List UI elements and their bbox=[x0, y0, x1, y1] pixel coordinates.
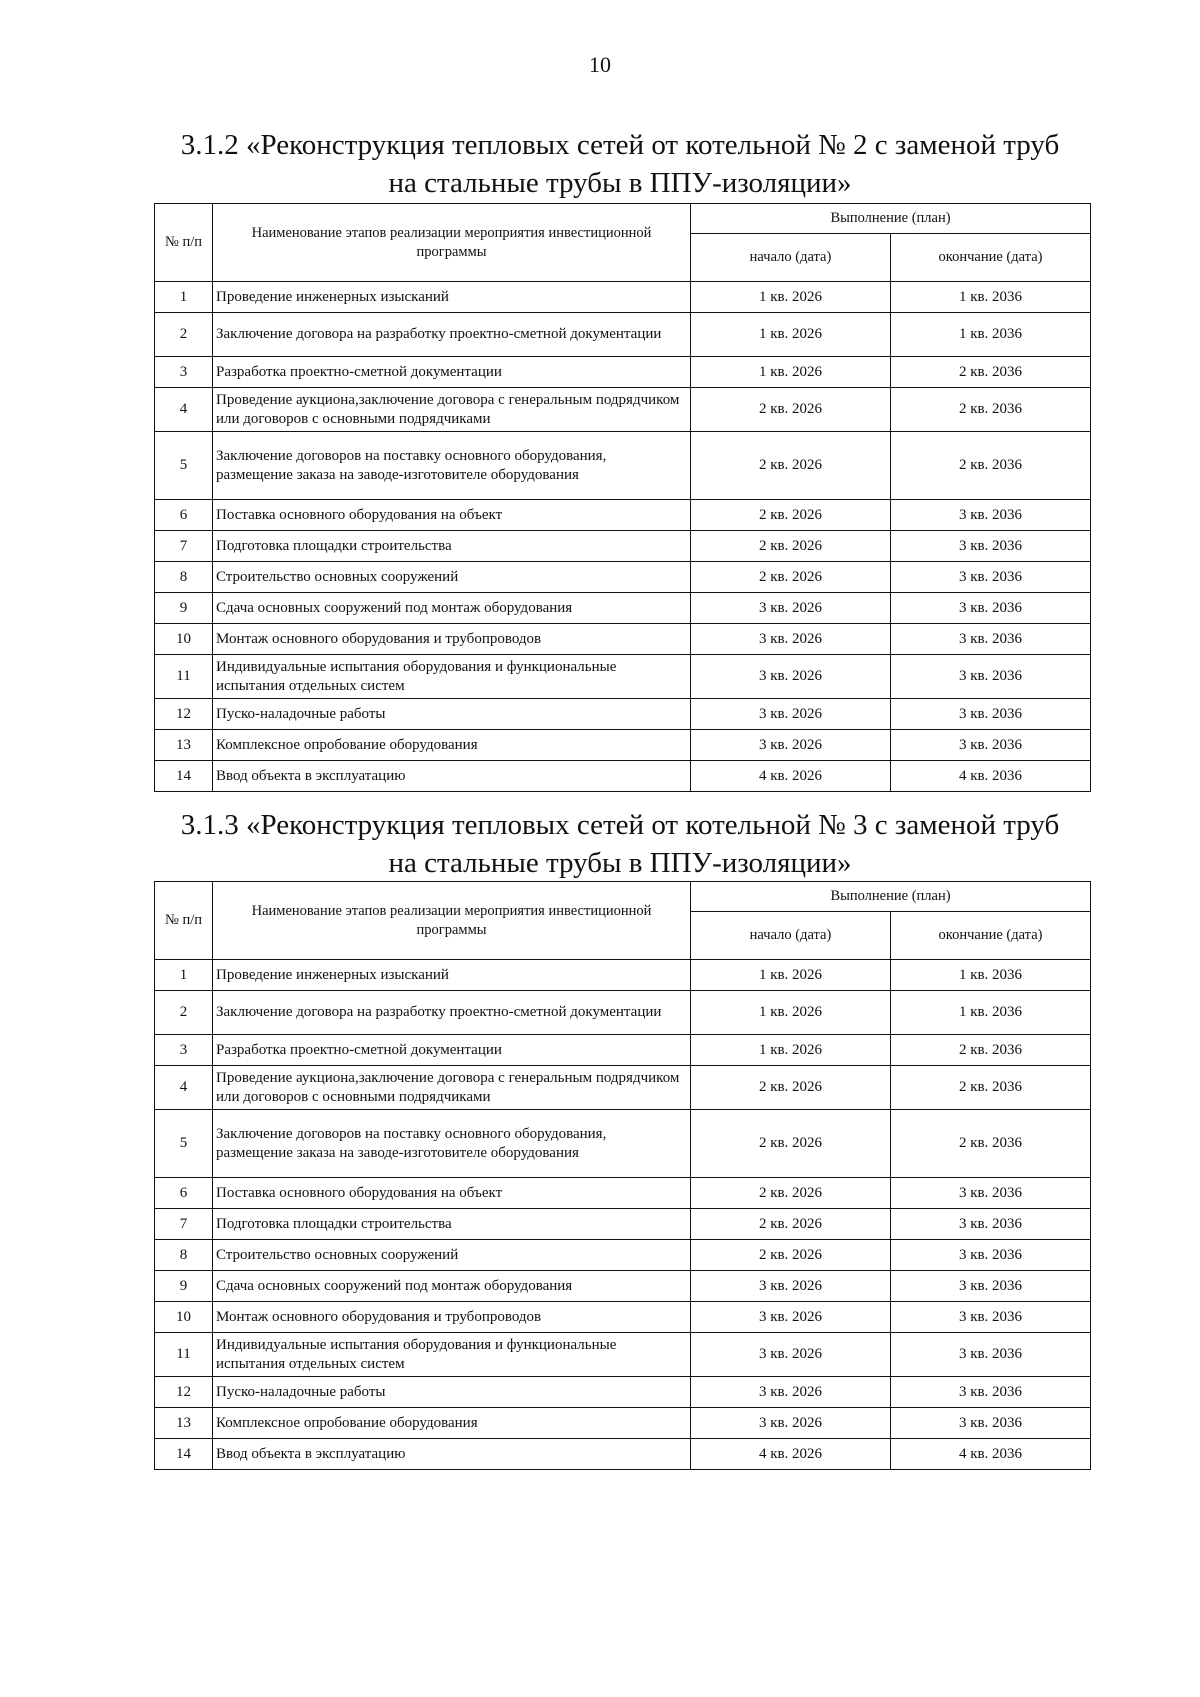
stage-name: Поставка основного оборудования на объект bbox=[213, 500, 691, 531]
end-date: 1 кв. 2036 bbox=[891, 991, 1091, 1035]
row-number: 8 bbox=[155, 562, 213, 593]
start-date: 1 кв. 2026 bbox=[691, 960, 891, 991]
stage-name: Комплексное опробование оборудования bbox=[213, 1408, 691, 1439]
stage-name: Подготовка площадки строительства bbox=[213, 531, 691, 562]
table-row bbox=[155, 655, 1091, 699]
table-row bbox=[155, 730, 1091, 761]
stage-name: Ввод объекта в эксплуатацию bbox=[213, 1439, 691, 1470]
table-row bbox=[155, 357, 1091, 388]
end-date: 3 кв. 2036 bbox=[891, 1333, 1091, 1377]
page-number: 10 bbox=[589, 52, 611, 77]
row-number: 13 bbox=[155, 730, 213, 761]
row-number: 1 bbox=[155, 282, 213, 313]
stage-name: Разработка проектно-сметной документации bbox=[213, 1035, 691, 1066]
header-end-date: окончание (дата) bbox=[891, 234, 1091, 282]
start-date: 2 кв. 2026 bbox=[691, 1066, 891, 1110]
table-row bbox=[155, 1240, 1091, 1271]
start-date: 4 кв. 2026 bbox=[691, 761, 891, 792]
end-date: 3 кв. 2036 bbox=[891, 593, 1091, 624]
stage-name: Проведение аукциона,заключение договора с генеральным подрядчиком или договоров с основными подрядчиками bbox=[213, 1066, 691, 1110]
end-date: 3 кв. 2036 bbox=[891, 1302, 1091, 1333]
section-title-line-1: 3.1.3 «Реконструкция тепловых сетей от котельной № 3 с заменой труб bbox=[180, 809, 1060, 841]
header-num: № п/п bbox=[155, 882, 213, 960]
start-date: 2 кв. 2026 bbox=[691, 1110, 891, 1178]
end-date: 3 кв. 2036 bbox=[891, 562, 1091, 593]
table-row bbox=[155, 1066, 1091, 1110]
stage-name: Монтаж основного оборудования и трубопроводов bbox=[213, 624, 691, 655]
row-number: 5 bbox=[155, 1110, 213, 1178]
start-date: 2 кв. 2026 bbox=[691, 432, 891, 500]
table-row bbox=[155, 1439, 1091, 1470]
section-title-line-2: на стальные трубы в ППУ-изоляции» bbox=[388, 167, 852, 199]
row-number: 11 bbox=[155, 655, 213, 699]
stage-name: Сдача основных сооружений под монтаж оборудования bbox=[213, 593, 691, 624]
table-row bbox=[155, 1302, 1091, 1333]
table-row bbox=[155, 313, 1091, 357]
start-date: 3 кв. 2026 bbox=[691, 1408, 891, 1439]
stage-name: Разработка проектно-сметной документации bbox=[213, 357, 691, 388]
header-execution-plan: Выполнение (план) bbox=[691, 882, 1091, 912]
start-date: 1 кв. 2026 bbox=[691, 357, 891, 388]
end-date: 2 кв. 2036 bbox=[891, 357, 1091, 388]
start-date: 3 кв. 2026 bbox=[691, 730, 891, 761]
table-row bbox=[155, 624, 1091, 655]
table-row bbox=[155, 991, 1091, 1035]
row-number: 10 bbox=[155, 1302, 213, 1333]
end-date: 3 кв. 2036 bbox=[891, 531, 1091, 562]
end-date: 3 кв. 2036 bbox=[891, 730, 1091, 761]
section-title-line-2: на стальные трубы в ППУ-изоляции» bbox=[388, 847, 852, 879]
header-stage-name: Наименование этапов реализации мероприятия инвестиционной программы bbox=[213, 204, 691, 282]
end-date: 1 кв. 2036 bbox=[891, 282, 1091, 313]
start-date: 2 кв. 2026 bbox=[691, 1209, 891, 1240]
start-date: 1 кв. 2026 bbox=[691, 282, 891, 313]
table-row bbox=[155, 531, 1091, 562]
table-row bbox=[155, 593, 1091, 624]
stage-name: Сдача основных сооружений под монтаж оборудования bbox=[213, 1271, 691, 1302]
stage-name: Заключение договоров на поставку основного оборудования, размещение заказа на заводе-изготовителе оборудования bbox=[213, 432, 691, 500]
table-row bbox=[155, 960, 1091, 991]
stage-name: Ввод объекта в эксплуатацию bbox=[213, 761, 691, 792]
start-date: 3 кв. 2026 bbox=[691, 1302, 891, 1333]
section-title-3-1-3 bbox=[150, 806, 1090, 882]
end-date: 2 кв. 2036 bbox=[891, 1066, 1091, 1110]
section-title-3-1-2 bbox=[150, 126, 1090, 202]
table-row bbox=[155, 1333, 1091, 1377]
table-row bbox=[155, 562, 1091, 593]
start-date: 2 кв. 2026 bbox=[691, 531, 891, 562]
row-number: 12 bbox=[155, 699, 213, 730]
row-number: 10 bbox=[155, 624, 213, 655]
stage-name: Подготовка площадки строительства bbox=[213, 1209, 691, 1240]
row-number: 2 bbox=[155, 991, 213, 1035]
start-date: 3 кв. 2026 bbox=[691, 699, 891, 730]
start-date: 3 кв. 2026 bbox=[691, 655, 891, 699]
start-date: 2 кв. 2026 bbox=[691, 388, 891, 432]
start-date: 2 кв. 2026 bbox=[691, 500, 891, 531]
table-row bbox=[155, 432, 1091, 500]
start-date: 3 кв. 2026 bbox=[691, 1271, 891, 1302]
row-number: 14 bbox=[155, 1439, 213, 1470]
end-date: 2 кв. 2036 bbox=[891, 1110, 1091, 1178]
start-date: 1 кв. 2026 bbox=[691, 991, 891, 1035]
stage-name: Индивидуальные испытания оборудования и функциональные испытания отдельных систем bbox=[213, 1333, 691, 1377]
end-date: 3 кв. 2036 bbox=[891, 1271, 1091, 1302]
row-number: 5 bbox=[155, 432, 213, 500]
header-end-date: окончание (дата) bbox=[891, 912, 1091, 960]
schedule-table-3-1-2 bbox=[154, 203, 1091, 792]
start-date: 3 кв. 2026 bbox=[691, 593, 891, 624]
stage-name: Проведение инженерных изысканий bbox=[213, 282, 691, 313]
row-number: 9 bbox=[155, 1271, 213, 1302]
table-row bbox=[155, 761, 1091, 792]
table-row bbox=[155, 282, 1091, 313]
table-row bbox=[155, 699, 1091, 730]
table-row bbox=[155, 1408, 1091, 1439]
row-number: 4 bbox=[155, 388, 213, 432]
end-date: 2 кв. 2036 bbox=[891, 432, 1091, 500]
start-date: 3 кв. 2026 bbox=[691, 624, 891, 655]
stage-name: Строительство основных сооружений bbox=[213, 1240, 691, 1271]
end-date: 3 кв. 2036 bbox=[891, 1240, 1091, 1271]
header-num: № п/п bbox=[155, 204, 213, 282]
header-execution-plan: Выполнение (план) bbox=[691, 204, 1091, 234]
stage-name: Поставка основного оборудования на объект bbox=[213, 1178, 691, 1209]
start-date: 1 кв. 2026 bbox=[691, 313, 891, 357]
table-row bbox=[155, 1110, 1091, 1178]
start-date: 2 кв. 2026 bbox=[691, 1178, 891, 1209]
start-date: 3 кв. 2026 bbox=[691, 1377, 891, 1408]
start-date: 2 кв. 2026 bbox=[691, 562, 891, 593]
start-date: 4 кв. 2026 bbox=[691, 1439, 891, 1470]
table-row bbox=[155, 500, 1091, 531]
table-row bbox=[155, 1209, 1091, 1240]
end-date: 3 кв. 2036 bbox=[891, 1209, 1091, 1240]
end-date: 1 кв. 2036 bbox=[891, 313, 1091, 357]
table-row bbox=[155, 1377, 1091, 1408]
end-date: 1 кв. 2036 bbox=[891, 960, 1091, 991]
end-date: 3 кв. 2036 bbox=[891, 500, 1091, 531]
stage-name: Заключение договора на разработку проектно-сметной документации bbox=[213, 313, 691, 357]
end-date: 3 кв. 2036 bbox=[891, 1377, 1091, 1408]
section-title-line-1: 3.1.2 «Реконструкция тепловых сетей от котельной № 2 с заменой труб bbox=[180, 129, 1060, 161]
table-row bbox=[155, 1271, 1091, 1302]
row-number: 11 bbox=[155, 1333, 213, 1377]
row-number: 6 bbox=[155, 500, 213, 531]
end-date: 3 кв. 2036 bbox=[891, 655, 1091, 699]
stage-name: Заключение договора на разработку проектно-сметной документации bbox=[213, 991, 691, 1035]
end-date: 3 кв. 2036 bbox=[891, 699, 1091, 730]
stage-name: Комплексное опробование оборудования bbox=[213, 730, 691, 761]
schedule-table-3-1-3 bbox=[154, 881, 1091, 1470]
start-date: 1 кв. 2026 bbox=[691, 1035, 891, 1066]
stage-name: Строительство основных сооружений bbox=[213, 562, 691, 593]
start-date: 3 кв. 2026 bbox=[691, 1333, 891, 1377]
stage-name: Пуско-наладочные работы bbox=[213, 1377, 691, 1408]
end-date: 2 кв. 2036 bbox=[891, 388, 1091, 432]
end-date: 4 кв. 2036 bbox=[891, 1439, 1091, 1470]
start-date: 2 кв. 2026 bbox=[691, 1240, 891, 1271]
table-row bbox=[155, 388, 1091, 432]
table-row bbox=[155, 1035, 1091, 1066]
end-date: 2 кв. 2036 bbox=[891, 1035, 1091, 1066]
table-body bbox=[155, 282, 1091, 792]
row-number: 7 bbox=[155, 531, 213, 562]
row-number: 3 bbox=[155, 357, 213, 388]
row-number: 1 bbox=[155, 960, 213, 991]
row-number: 13 bbox=[155, 1408, 213, 1439]
header-stage-name: Наименование этапов реализации мероприятия инвестиционной программы bbox=[213, 882, 691, 960]
row-number: 4 bbox=[155, 1066, 213, 1110]
stage-name: Заключение договоров на поставку основного оборудования, размещение заказа на заводе-изготовителе оборудования bbox=[213, 1110, 691, 1178]
end-date: 3 кв. 2036 bbox=[891, 624, 1091, 655]
stage-name: Монтаж основного оборудования и трубопроводов bbox=[213, 1302, 691, 1333]
row-number: 3 bbox=[155, 1035, 213, 1066]
row-number: 7 bbox=[155, 1209, 213, 1240]
end-date: 4 кв. 2036 bbox=[891, 761, 1091, 792]
header-start-date: начало (дата) bbox=[691, 912, 891, 960]
table-body bbox=[155, 960, 1091, 1470]
end-date: 3 кв. 2036 bbox=[891, 1178, 1091, 1209]
stage-name: Проведение инженерных изысканий bbox=[213, 960, 691, 991]
end-date: 3 кв. 2036 bbox=[891, 1408, 1091, 1439]
stage-name: Пуско-наладочные работы bbox=[213, 699, 691, 730]
row-number: 14 bbox=[155, 761, 213, 792]
row-number: 9 bbox=[155, 593, 213, 624]
stage-name: Проведение аукциона,заключение договора с генеральным подрядчиком или договоров с основными подрядчиками bbox=[213, 388, 691, 432]
header-start-date: начало (дата) bbox=[691, 234, 891, 282]
row-number: 6 bbox=[155, 1178, 213, 1209]
stage-name: Индивидуальные испытания оборудования и функциональные испытания отдельных систем bbox=[213, 655, 691, 699]
row-number: 12 bbox=[155, 1377, 213, 1408]
table-row bbox=[155, 1178, 1091, 1209]
row-number: 8 bbox=[155, 1240, 213, 1271]
row-number: 2 bbox=[155, 313, 213, 357]
